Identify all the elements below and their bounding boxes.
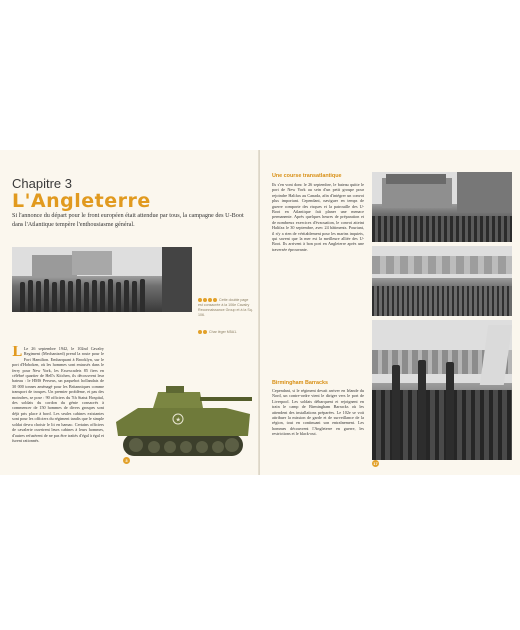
right-page xyxy=(260,150,520,475)
tank-illustration xyxy=(108,364,256,464)
photo-caption: Cette double page est consacrée à la 106e Cavalry Reconnaissance Group et à la Sq. 106. xyxy=(198,298,253,317)
barracks-text: Cependant, si le régiment devait arriver en Irlande du Nord, un contre-ordre vient le diriger vers le port de Liverpool. Les soldats débarquent et rejoignent en train le camp de Birmingham Barracks où les attendent des installations préparées. Le 102e se voit attribuer la mission de garde et de surveillance de la région, tout en continuant son entraînement. Les hommes découvrent l'Angleterre en guerre, les restrictions et le black-out. xyxy=(272,388,364,437)
page-marker-left: 3 xyxy=(123,457,130,464)
left-body-text: L Le 26 septembre 1942, le 102nd Cavalry Regiment (Mechanized) prend la route pour le Fort Hamilton. Embarquant à Brooklyn, sur le port d'Hoboken, où les hommes sont entassés dans le ferry pour New York, les Essexcadets 85 fiers en célébré quartier de Hell's Kitchen, ils découvrent leur bateau : le HMS Perseus, un paquebot hollandais de 30 000 tonnes aménagé pour les Britanniques comme transport de troupes. Un premier problème, et pas des moindres, se pose : 90 officiers du 7th Statut Hospital, des soldats du cordon du génie consacrés à commencer de 150 hommes de divers groupes sont déjà pris place à bord. Les seules cabines existantes sont pour les officiers du régiment tandis que le simple soldat devra choisir le lit en hamac. Certains officiers de cavalerie ouvrirent leurs cabines à leurs hommes, d'autres refusèrent de ne pas être traités d'égal à égal et furent rationnés. xyxy=(12,346,104,443)
section-title-barracks: Birmingham Barracks xyxy=(272,380,329,386)
chapter-intro: Si l'annonce du départ pour le front européen était attendue par tous, la campagne des U-Boot dans l'Atlantique tempère l'enthousiasme général. xyxy=(12,212,244,228)
tank-caption: Char léger M5A1. xyxy=(198,330,254,335)
left-page xyxy=(0,150,260,475)
soldiers-lineup-photo xyxy=(12,247,192,312)
house-formation-photo xyxy=(372,172,512,242)
chapter-title: L'Angleterre xyxy=(12,190,151,212)
book-spread xyxy=(0,150,520,475)
flag-ceremony-photo xyxy=(372,320,512,460)
section-title-crossing: Une course transatlantique xyxy=(272,173,342,179)
chapter-label: Chapitre 3 xyxy=(12,176,72,191)
page-marker-right: 17 xyxy=(373,461,378,466)
crossing-text: Ils s'en vont donc le 26 septembre, le bateau quitte le port de New York au sein d'un petit groupe pour rejoindre Halifax au Canada, afin d'intégrer un convoi plus important. Cependant, naviguer en temps de guerre comporte des risques et la patrouille des U-Boot en Atlantique fait planer une menace permanente. Après quelques heures de préparation et de nombreux exercices d'évacuation, le convoi atteint Halifax le 30 septembre, avec 24 bâtiments. Pourtant, il n'y a rien de véritablement pour les marins inquiets, qui savent que la mer est la meilleure alliée des U-Boot. Ils arrivent à bon port en Angleterre après une traversée éprouvante. xyxy=(272,182,364,252)
svg-text:★: ★ xyxy=(175,416,181,424)
parade-ground-photo xyxy=(372,246,512,316)
